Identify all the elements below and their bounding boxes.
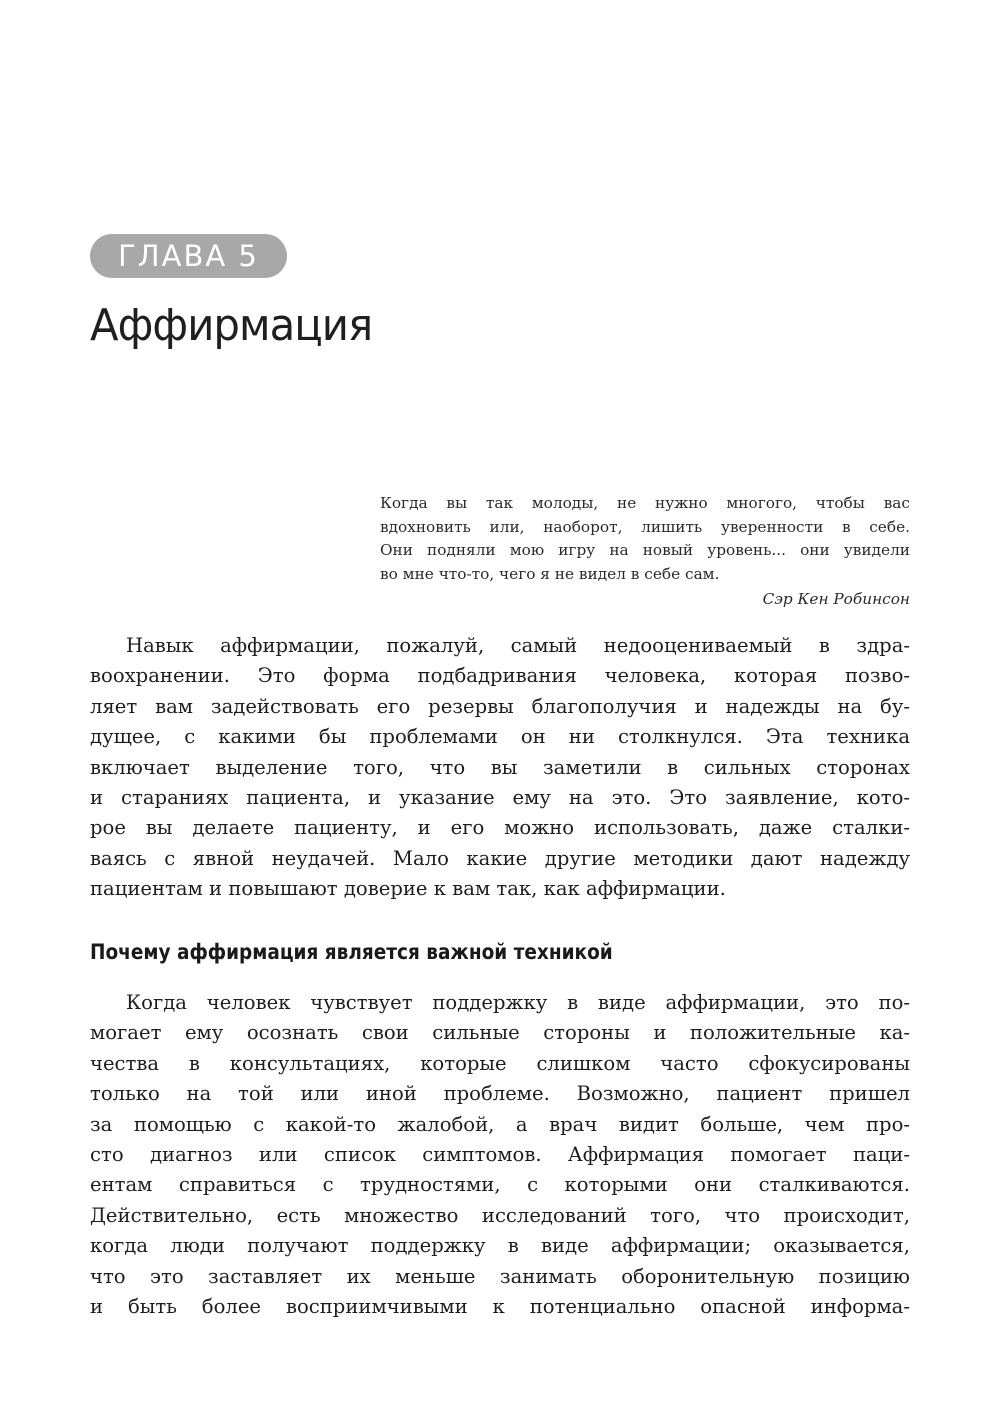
epigraph-author: Сэр Кен Робинсон [762,590,910,608]
text-line: и быть более восприимчивыми к потенциально опасной информа- [90,1295,910,1319]
text-line: включает выделение того, что вы заметили в сильных сторонах [90,755,910,779]
epigraph-quote [380,492,910,586]
text-line: пациентам и повышают доверие к вам так, как аффирмации. [90,877,726,901]
text-line: ваясь с явной неудачей. Мало какие другие методики дают надежду [90,846,910,870]
epigraph-line: Они подняли мою игру на новый уровень... они увидели [380,541,910,559]
text-line: Действительно, есть множество исследований того, что происходит, [90,1203,910,1227]
text-line: Когда человек чувствует поддержку в виде аффирмации, это по- [126,991,910,1014]
text-line: только на той или иной проблеме. Возможно, пациент пришел [90,1082,910,1106]
text-line: воохранении. Это форма подбадривания человека, которая позво- [90,664,910,688]
text-line: могает ему осознать свои сильные стороны и положительные ка- [90,1021,910,1045]
text-line: ляет вам задействовать его резервы благополучия и надежды на бу- [90,694,910,718]
text-line: ентам справиться с трудностями, с которыми они сталкиваются. [90,1173,910,1197]
text-line: когда люди получают поддержку в виде аффирмации; оказывается, [90,1234,910,1258]
epigraph [380,492,910,612]
text-line: Навык аффирмации, пожалуй, самый недооцениваемый в здра- [126,634,910,657]
paragraph-1 [90,631,910,905]
text-line: за помощью с какой-то жалобой, а врач видит больше, чем про- [90,1112,910,1136]
paragraph-2 [90,988,910,1322]
text-line: чества в консультациях, которые слишком часто сфокусированы [90,1051,910,1075]
text-line: рое вы делаете пациенту, и его можно использовать, даже сталки- [90,816,910,840]
text-line: сто диагноз или список симптомов. Аффирмация помогает паци- [90,1143,910,1167]
chapter-badge: ГЛАВА 5 [90,234,287,278]
epigraph-line: вдохновить или, наоборот, лишить уверенности в себе. [380,517,910,536]
epigraph-line: во мне что-то, чего я не видел в себе сам. [380,564,720,583]
epigraph-line: Когда вы так молоды, не нужно многого, чтобы вас [380,494,910,512]
text-line: дущее, с какими бы проблемами он ни столкнулся. Эта техника [90,725,910,749]
text-line: что это заставляет их меньше занимать оборонительную позицию [90,1264,910,1288]
text-line: и стараниях пациента, и указание ему на это. Это заявление, кото- [90,786,910,810]
section-heading: Почему аффирмация является важной техникой [90,940,613,964]
chapter-title: Аффирмация [90,300,373,351]
